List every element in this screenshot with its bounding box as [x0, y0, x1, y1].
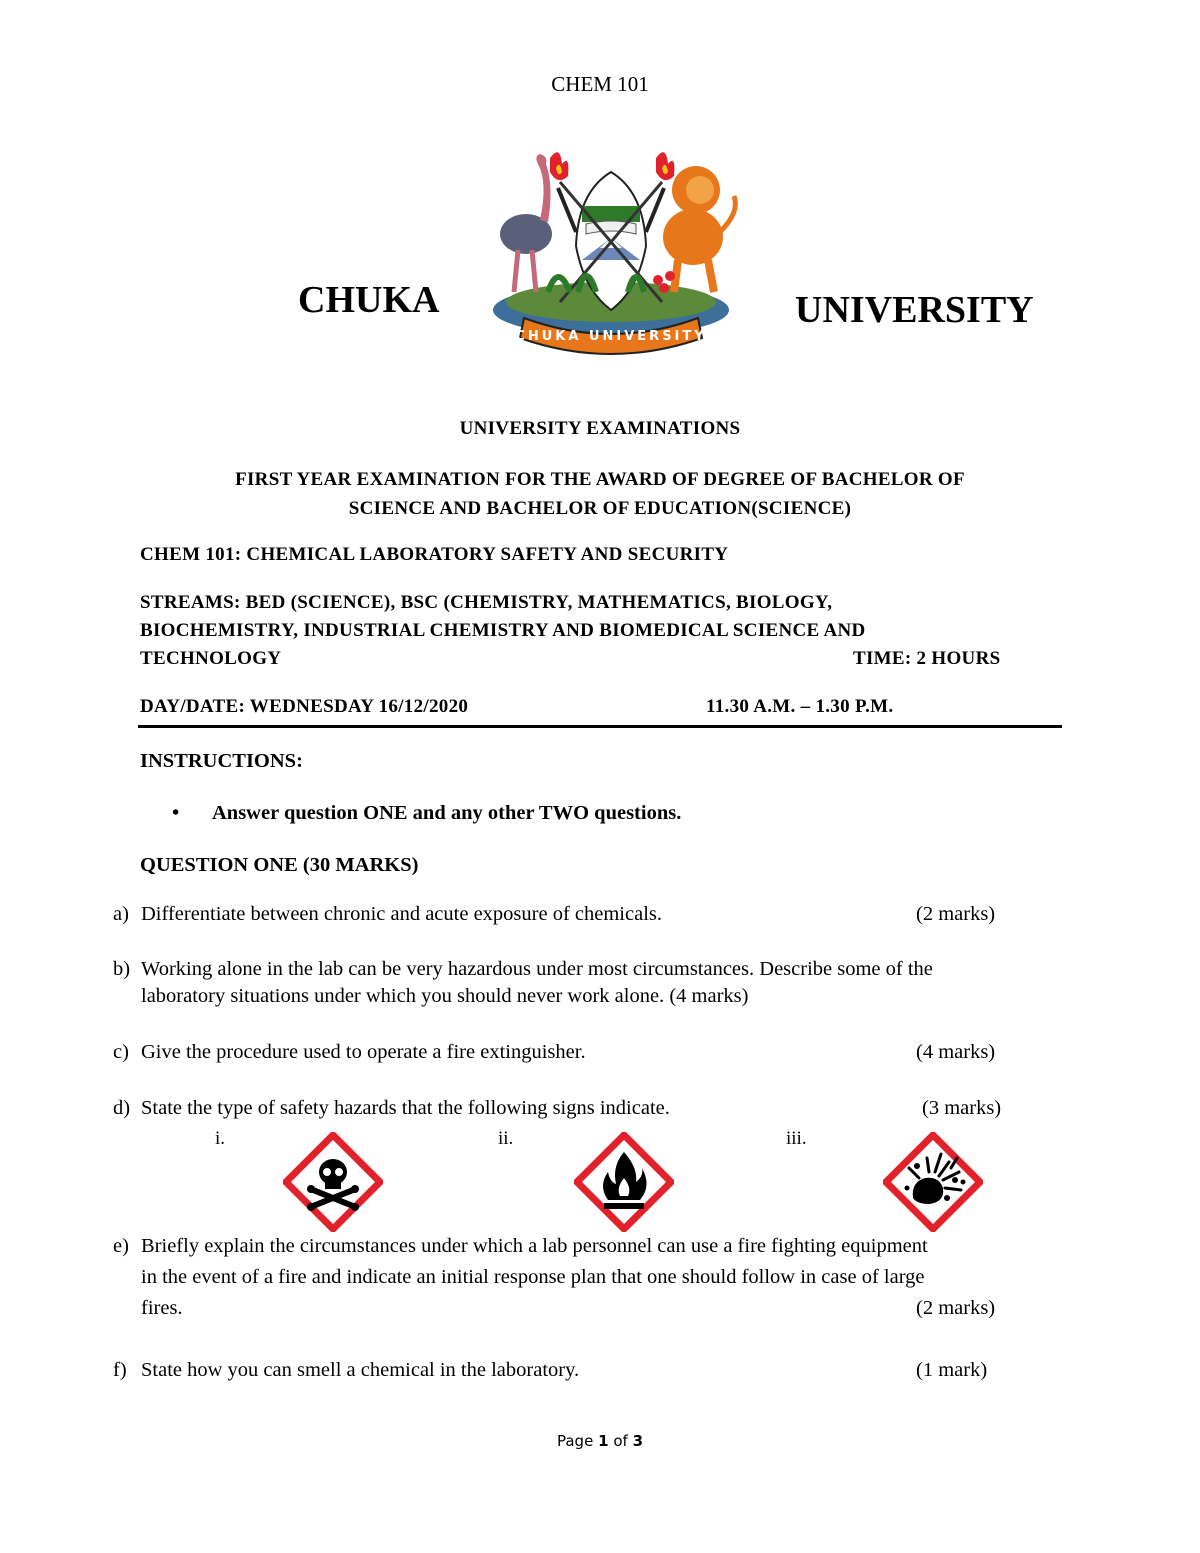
course-code-header: CHEM 101 [551, 72, 649, 96]
university-name-right: UNIVERSITY [795, 289, 1034, 331]
award-line-2: SCIENCE AND BACHELOR OF EDUCATION(SCIENCE) [348, 498, 852, 519]
exam-duration: TIME: 2 HOURS [853, 648, 1001, 669]
skull-crossbones-icon [283, 1132, 383, 1232]
instruction-bullet: • [172, 802, 180, 824]
question-f-letter: f) [113, 1359, 127, 1381]
footer-total: 3 [632, 1432, 643, 1450]
streams-line-3: TECHNOLOGY [140, 648, 282, 669]
instruction-item: Answer question ONE and any other TWO questions. [212, 802, 682, 824]
question-f-text: State how you can smell a chemical in the laboratory. [141, 1359, 580, 1381]
footer-page: 1 [598, 1432, 609, 1450]
crest-ribbon-text: CHUKA UNIVERSITY [515, 329, 707, 344]
footer-prefix: Page [556, 1432, 594, 1450]
question-c-letter: c) [113, 1041, 129, 1063]
sign-label-iii: iii. [786, 1128, 807, 1149]
exploding-bomb-icon [883, 1132, 983, 1232]
course-title: CHEM 101: CHEMICAL LABORATORY SAFETY AND SECURITY [140, 544, 729, 565]
university-crest-logo [478, 142, 744, 356]
flame-icon [574, 1132, 674, 1232]
question-c-marks: (4 marks) [916, 1041, 996, 1063]
question-e-line-3: fires. [141, 1297, 183, 1319]
award-line-1: FIRST YEAR EXAMINATION FOR THE AWARD OF DEGREE OF BACHELOR OF [235, 469, 965, 490]
exam-title: UNIVERSITY EXAMINATIONS [459, 418, 741, 439]
question-a-marks: (2 marks) [916, 903, 996, 925]
exam-day-date: DAY/DATE: WEDNESDAY 16/12/2020 [140, 696, 469, 717]
footer-sep: of [613, 1432, 628, 1450]
page-number-footer [0, 1432, 1200, 1450]
question-b-line-2: laboratory situations under which you should never work alone. (4 marks) [141, 985, 749, 1007]
question-one-heading: QUESTION ONE (30 MARKS) [140, 854, 419, 876]
sign-label-ii: ii. [498, 1128, 514, 1149]
question-b-line-1: Working alone in the lab can be very hazardous under most circumstances. Describe some of the [141, 958, 933, 980]
question-e-marks: (2 marks) [916, 1297, 996, 1319]
instructions-heading: INSTRUCTIONS: [140, 750, 303, 772]
exam-hours: 11.30 A.M. – 1.30 P.M. [706, 696, 894, 717]
question-c-text: Give the procedure used to operate a fire extinguisher. [141, 1041, 586, 1063]
sign-label-i: i. [215, 1128, 226, 1149]
question-e-line-1: Briefly explain the circumstances under which a lab personnel can use a fire fighting equipment [141, 1235, 928, 1257]
university-name-left: CHUKA [298, 279, 440, 321]
streams-line-1: STREAMS: BED (SCIENCE), BSC (CHEMISTRY, MATHEMATICS, BIOLOGY, [140, 592, 833, 613]
question-e-letter: e) [113, 1235, 129, 1257]
award-description [0, 465, 1200, 523]
question-a-text: Differentiate between chronic and acute exposure of chemicals. [141, 903, 662, 925]
streams-line-2: BIOCHEMISTRY, INDUSTRIAL CHEMISTRY AND BIOMEDICAL SCIENCE AND [140, 620, 866, 641]
question-d-text: State the type of safety hazards that the following signs indicate. [141, 1097, 670, 1119]
question-f-marks: (1 mark) [916, 1359, 988, 1381]
question-e-line-2: in the event of a fire and indicate an initial response plan that one should follow in case of large [141, 1266, 925, 1288]
question-d-marks: (3 marks) [922, 1097, 1002, 1119]
question-d-letter: d) [113, 1097, 131, 1119]
question-a-letter: a) [113, 903, 129, 925]
header-divider [138, 725, 1062, 728]
question-b-letter: b) [113, 958, 131, 980]
